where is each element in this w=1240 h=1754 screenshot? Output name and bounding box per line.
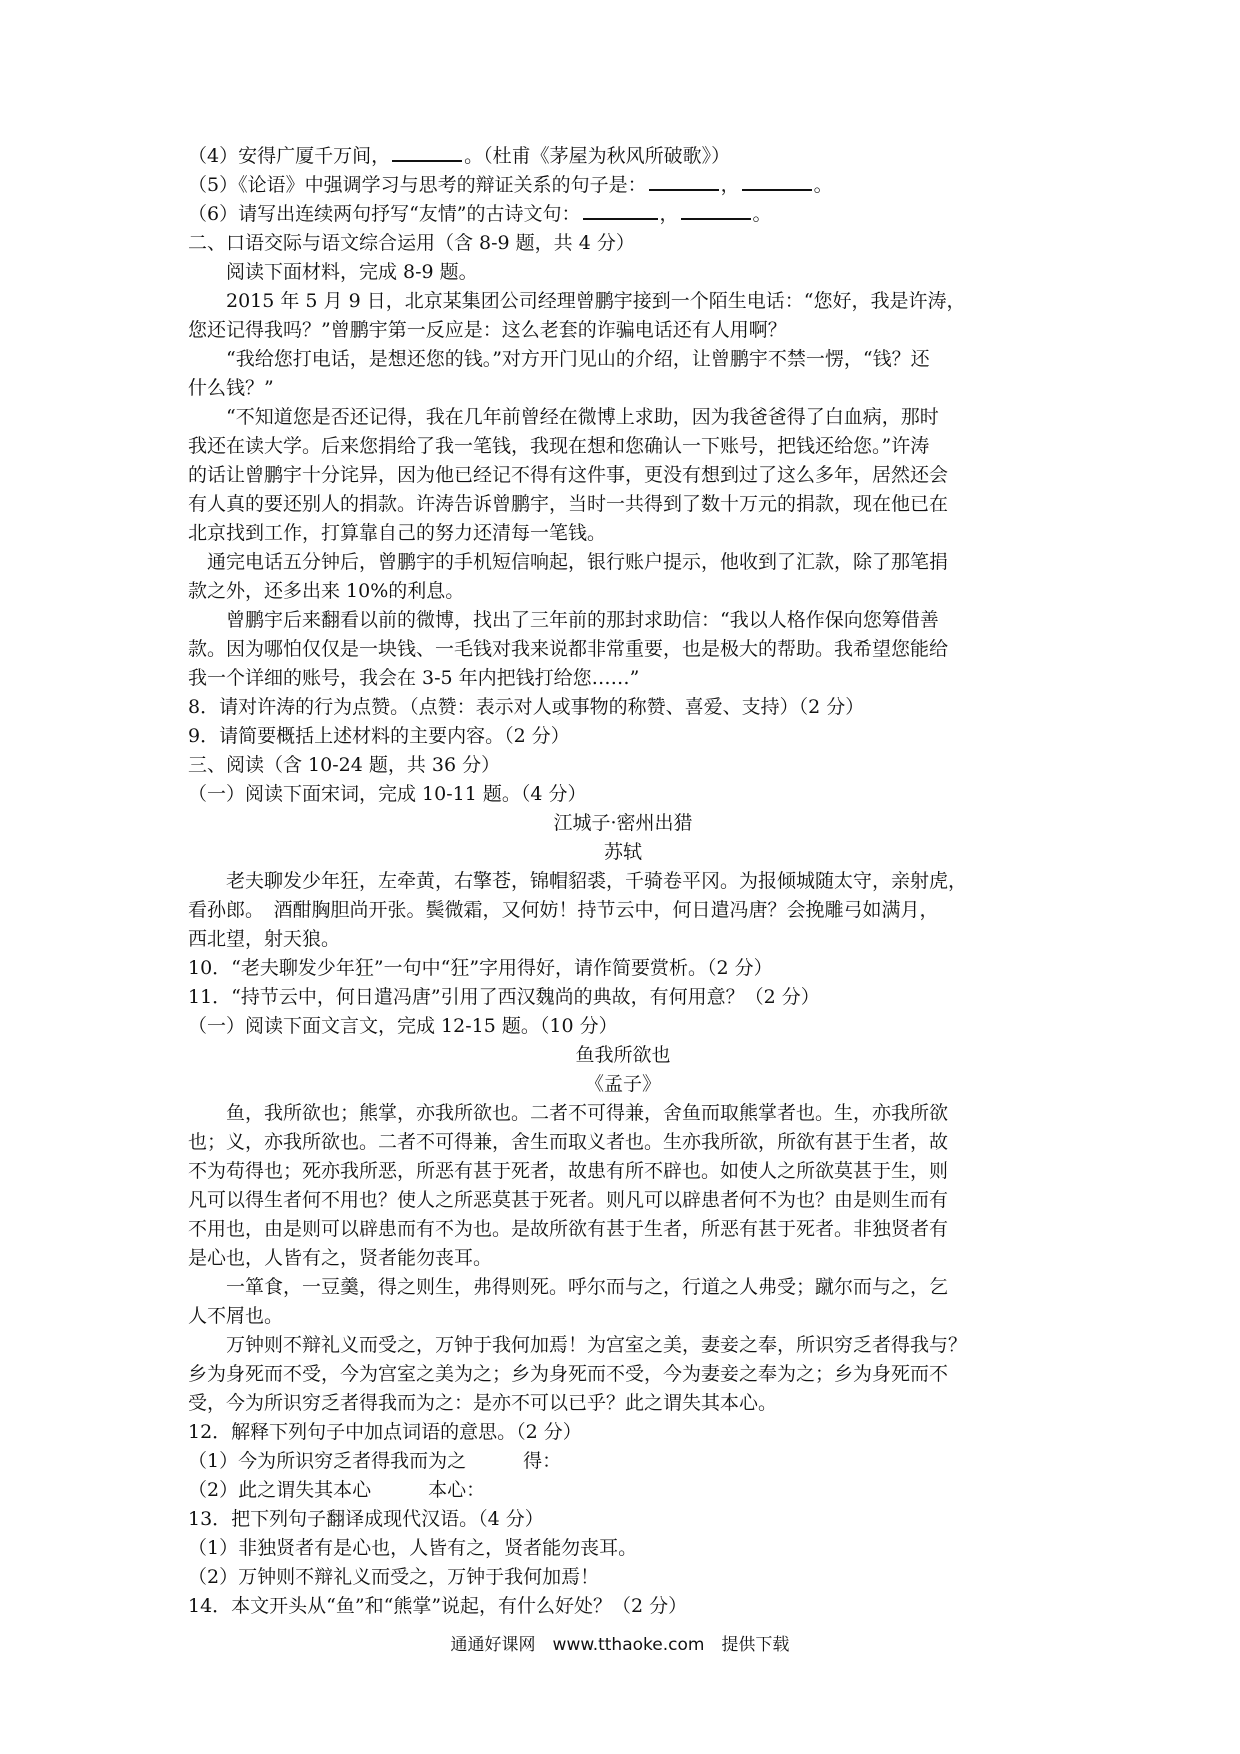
essay-para-3-line: 乡为身死而不受，今为宫室之美为之；乡为身死而不受，今为妻妾之奉为之；乡为身死而不 bbox=[188, 1363, 949, 1385]
material-para-2-line: 什么钱？” bbox=[188, 377, 274, 399]
material-para-2-line: “我给您打电话，是想还您的钱。”对方开门见山的介绍，让曾鹏宇不禁一愣，“钱？还 bbox=[226, 348, 930, 370]
question-13-item-2: （2）万钟则不辩礼义而受之，万钟于我何加焉！ bbox=[188, 1566, 600, 1588]
poem-line: 老夫聊发少年狂，左牵黄，右擎苍，锦帽貂裘，千骑卷平冈。为报倾城随太守，亲射虎， bbox=[226, 870, 968, 892]
material-para-5-line: 我一个详细的账号，我会在 3-5 年内把钱打给您……” bbox=[188, 667, 640, 689]
essay-para-3-line: 受，今为所识穷乏者得我而为之：是亦不可以已乎？此之谓失其本心。 bbox=[188, 1392, 778, 1414]
answer-blank bbox=[392, 142, 462, 162]
essay-para-1-line: 不用也，由是则可以辟患而有不为也。是故所欲有甚于生者，所恶有甚于死者。非独贤者有 bbox=[188, 1218, 949, 1240]
material-para-3-line: 北京找到工作，打算靠自己的努力还清每一笔钱。 bbox=[188, 522, 607, 544]
section-2-intro: 阅读下面材料，完成 8-9 题。 bbox=[226, 261, 478, 283]
essay-para-1-line: 不为苟得也；死亦我所恶，所恶有甚于死者，故患有所不辟也。如使人之所欲莫甚于生，则 bbox=[188, 1160, 949, 1182]
question-8: 8．请对许涛的行为点赞。（点赞：表示对人或事物的称赞、喜爱、支持）（2 分） bbox=[188, 696, 865, 718]
question-4: （4）安得广厦千万间， 。（杜甫《茅屋为秋风所破歌》） bbox=[188, 142, 1058, 171]
question-11: 11．“持节云中，何日遣冯唐”引用了西汉魏尚的典故，有何用意？（2 分） bbox=[188, 986, 820, 1008]
material-para-1-line: 您还记得我吗？”曾鹏宇第一反应是：这么老套的诈骗电话还有人用啊？ bbox=[188, 319, 787, 341]
material-para-5-line: 款。因为哪怕仅仅是一块钱、一毛钱对我来说都非常重要，也是极大的帮助。我希望您能给 bbox=[188, 638, 949, 660]
page-footer: 通通好课网 www.tthaoke.com 提供下载 bbox=[450, 1635, 790, 1655]
part-1-heading: （一）阅读下面宋词，完成 10-11 题。（4 分） bbox=[188, 783, 587, 805]
section-2-heading: 二、口语交际与语文综合运用（含 8-9 题，共 4 分） bbox=[188, 232, 635, 254]
answer-blank bbox=[681, 200, 751, 220]
poem-author: 苏轼 bbox=[603, 841, 642, 863]
essay-para-1-line: 凡可以得生者何不用也？使人之所恶莫甚于死者。则凡可以辟患者何不为也？由是则生而有 bbox=[188, 1189, 949, 1211]
question-5: （5）《论语》中强调学习与思考的辩证关系的句子是： ， 。 bbox=[188, 171, 1058, 200]
answer-blank bbox=[742, 171, 812, 191]
part-2-heading: （一）阅读下面文言文，完成 12-15 题。（10 分） bbox=[188, 1015, 618, 1037]
material-para-3-line: 有人真的要还别人的捐款。许涛告诉曾鹏宇，当时一共得到了数十万元的捐款，现在他已在 bbox=[188, 493, 949, 515]
poem-title: 江城子·密州出猎 bbox=[553, 812, 693, 834]
material-para-3-line: 的话让曾鹏宇十分诧异，因为他已经记不得有这件事，更没有想到过了这么多年，居然还会 bbox=[188, 464, 949, 486]
answer-blank bbox=[583, 200, 658, 220]
essay-para-2-line: 人不屑也。 bbox=[188, 1305, 284, 1327]
essay-para-1-line: 鱼，我所欲也；熊掌，亦我所欲也。二者不可得兼，舍鱼而取熊掌者也。生，亦我所欲 bbox=[226, 1102, 949, 1124]
material-para-3-line: 我还在读大学。后来您捐给了我一笔钱，我现在想和您确认一下账号，把钱还给您。”许涛 bbox=[188, 435, 930, 457]
poem-line: 看孙郎。 酒酣胸胆尚开张。鬓微霜，又何妨！持节云中，何日遣冯唐？会挽雕弓如满月， bbox=[188, 899, 939, 921]
essay-para-3-line: 万钟则不辩礼义而受之，万钟于我何加焉！为宫室之美，妻妾之奉，所识穷乏者得我与？ bbox=[226, 1334, 968, 1356]
poem-line: 西北望，射天狼。 bbox=[188, 928, 341, 950]
question-12-item-2: （2）此之谓失其本心 本心： bbox=[188, 1479, 486, 1501]
material-para-5-line: 曾鹏宇后来翻看以前的微博，找出了三年前的那封求助信：“我以人格作保向您筹借善 bbox=[226, 609, 939, 631]
question-12: 12．解释下列句子中加点词语的意思。（2 分） bbox=[188, 1421, 582, 1443]
exam-page bbox=[188, 142, 1058, 1621]
question-9: 9．请简要概括上述材料的主要内容。（2 分） bbox=[188, 725, 570, 747]
question-13-item-1: （1）非独贤者有是心也，人皆有之，贤者能勿丧耳。 bbox=[188, 1537, 638, 1559]
question-10: 10．“老夫聊发少年狂”一句中“狂”字用得好，请作简要赏析。（2 分） bbox=[188, 957, 773, 979]
essay-author: 《孟子》 bbox=[584, 1073, 661, 1095]
question-14: 14．本文开头从“鱼”和“熊掌”说起，有什么好处？（2 分） bbox=[188, 1595, 688, 1617]
essay-para-1-line: 也；义，亦我所欲也。二者不可得兼，舍生而取义者也。生亦我所欲，所欲有甚于生者，故 bbox=[188, 1131, 949, 1153]
material-para-1-line: 2015 年 5 月 9 日，北京某集团公司经理曾鹏宇接到一个陌生电话：“您好，我是许涛， bbox=[226, 290, 966, 312]
section-3-heading: 三、阅读（含 10-24 题，共 36 分） bbox=[188, 754, 501, 776]
essay-para-2-line: 一箪食，一豆羹，得之则生，弗得则死。呼尔而与之，行道之人弗受；蹴尔而与之，乞 bbox=[226, 1276, 949, 1298]
material-para-3-line: “不知道您是否还记得，我在几年前曾经在微博上求助，因为我爸爸得了白血病，那时 bbox=[226, 406, 939, 428]
material-para-4-line: 款之外，还多出来 10%的利息。 bbox=[188, 580, 465, 602]
question-12-item-1: （1）今为所识穷乏者得我而为之 得： bbox=[188, 1450, 562, 1472]
question-6: （6）请写出连续两句抒写“友情”的古诗文句： ， 。 bbox=[188, 200, 1058, 229]
answer-blank bbox=[649, 171, 719, 191]
material-para-4-line: 通完电话五分钟后，曾鹏宇的手机短信响起，银行账户提示，他收到了汇款，除了那笔捐 bbox=[207, 551, 949, 573]
question-13: 13．把下列句子翻译成现代汉语。（4 分） bbox=[188, 1508, 544, 1530]
essay-para-1-line: 是心也，人皆有之，贤者能勿丧耳。 bbox=[188, 1247, 493, 1269]
essay-title: 鱼我所欲也 bbox=[575, 1044, 671, 1066]
